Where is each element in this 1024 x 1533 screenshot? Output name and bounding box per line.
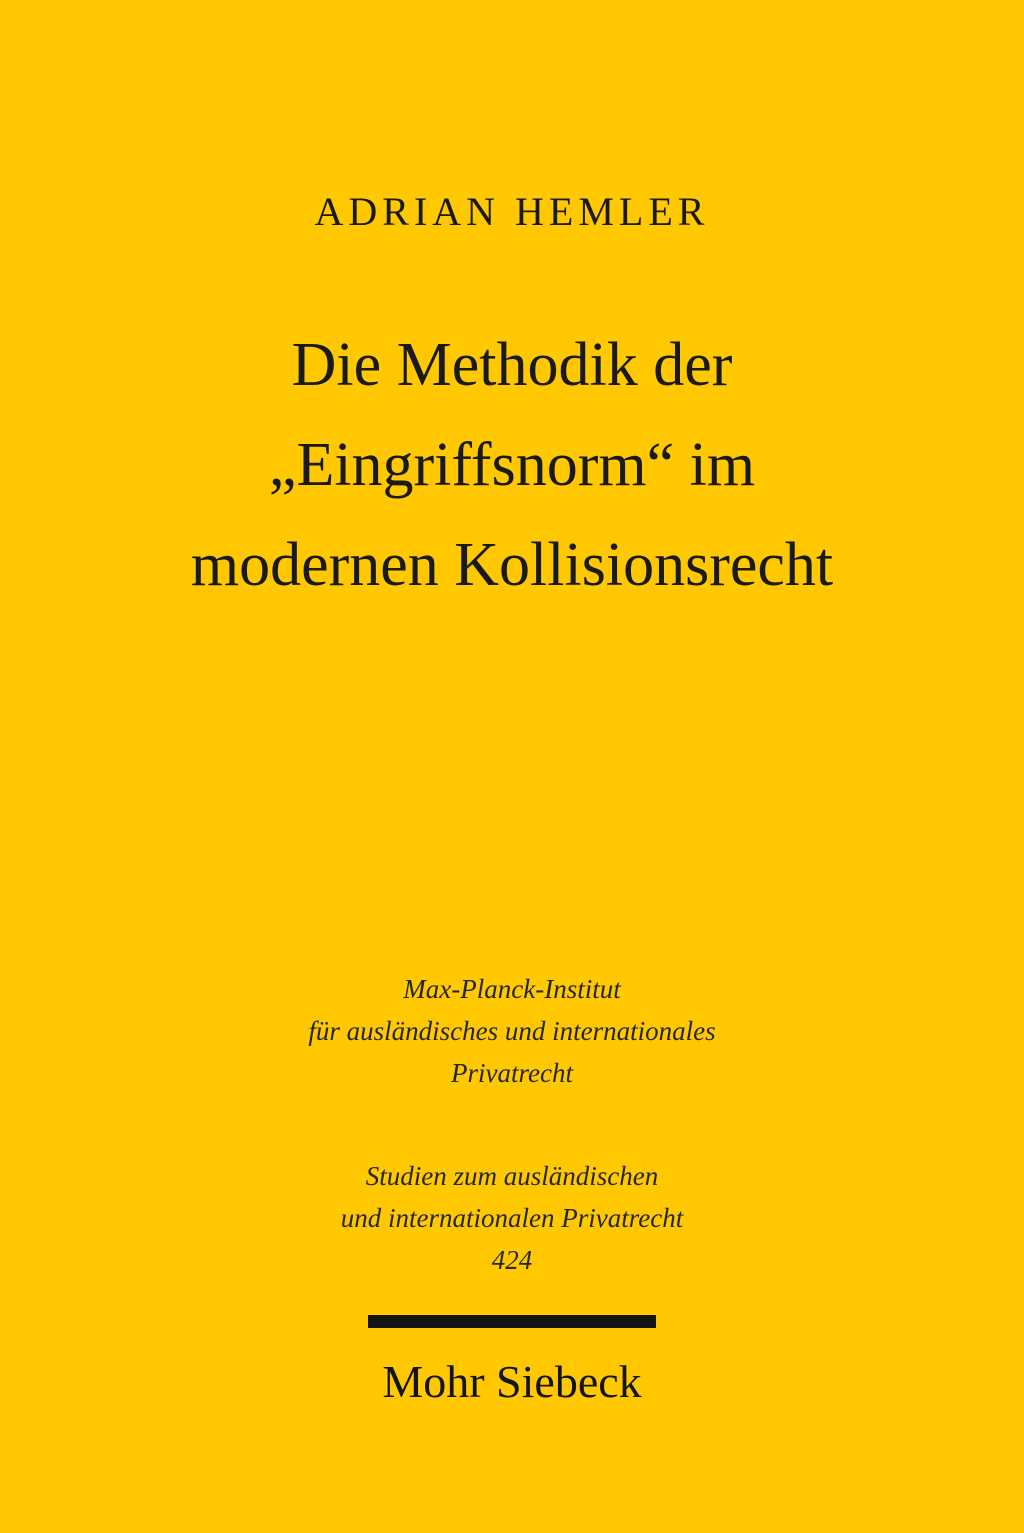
institute-block bbox=[0, 968, 1024, 1094]
series-number: 424 bbox=[491, 1245, 533, 1275]
series-line-2: und internationalen Privatrecht bbox=[340, 1203, 684, 1233]
series-block bbox=[0, 1155, 1024, 1281]
series-line-1: Studien zum ausländischen bbox=[365, 1161, 659, 1191]
title-line-3: modernen Kollisionsrecht bbox=[190, 531, 834, 599]
institute-line-2: für ausländisches und internationales bbox=[308, 1016, 716, 1046]
institute-line-3: Privatrecht bbox=[451, 1058, 573, 1088]
title-line-1: Die Methodik der bbox=[291, 331, 733, 399]
publisher-name: Mohr Siebeck bbox=[382, 1356, 642, 1407]
author-name: ADRIAN HEMLER bbox=[314, 189, 710, 234]
institute-line-1: Max-Planck-Institut bbox=[403, 974, 621, 1004]
title-line-2: „Eingriffsnorm“ im bbox=[268, 431, 756, 499]
book-title bbox=[0, 315, 1024, 615]
divider-rule bbox=[368, 1315, 656, 1328]
